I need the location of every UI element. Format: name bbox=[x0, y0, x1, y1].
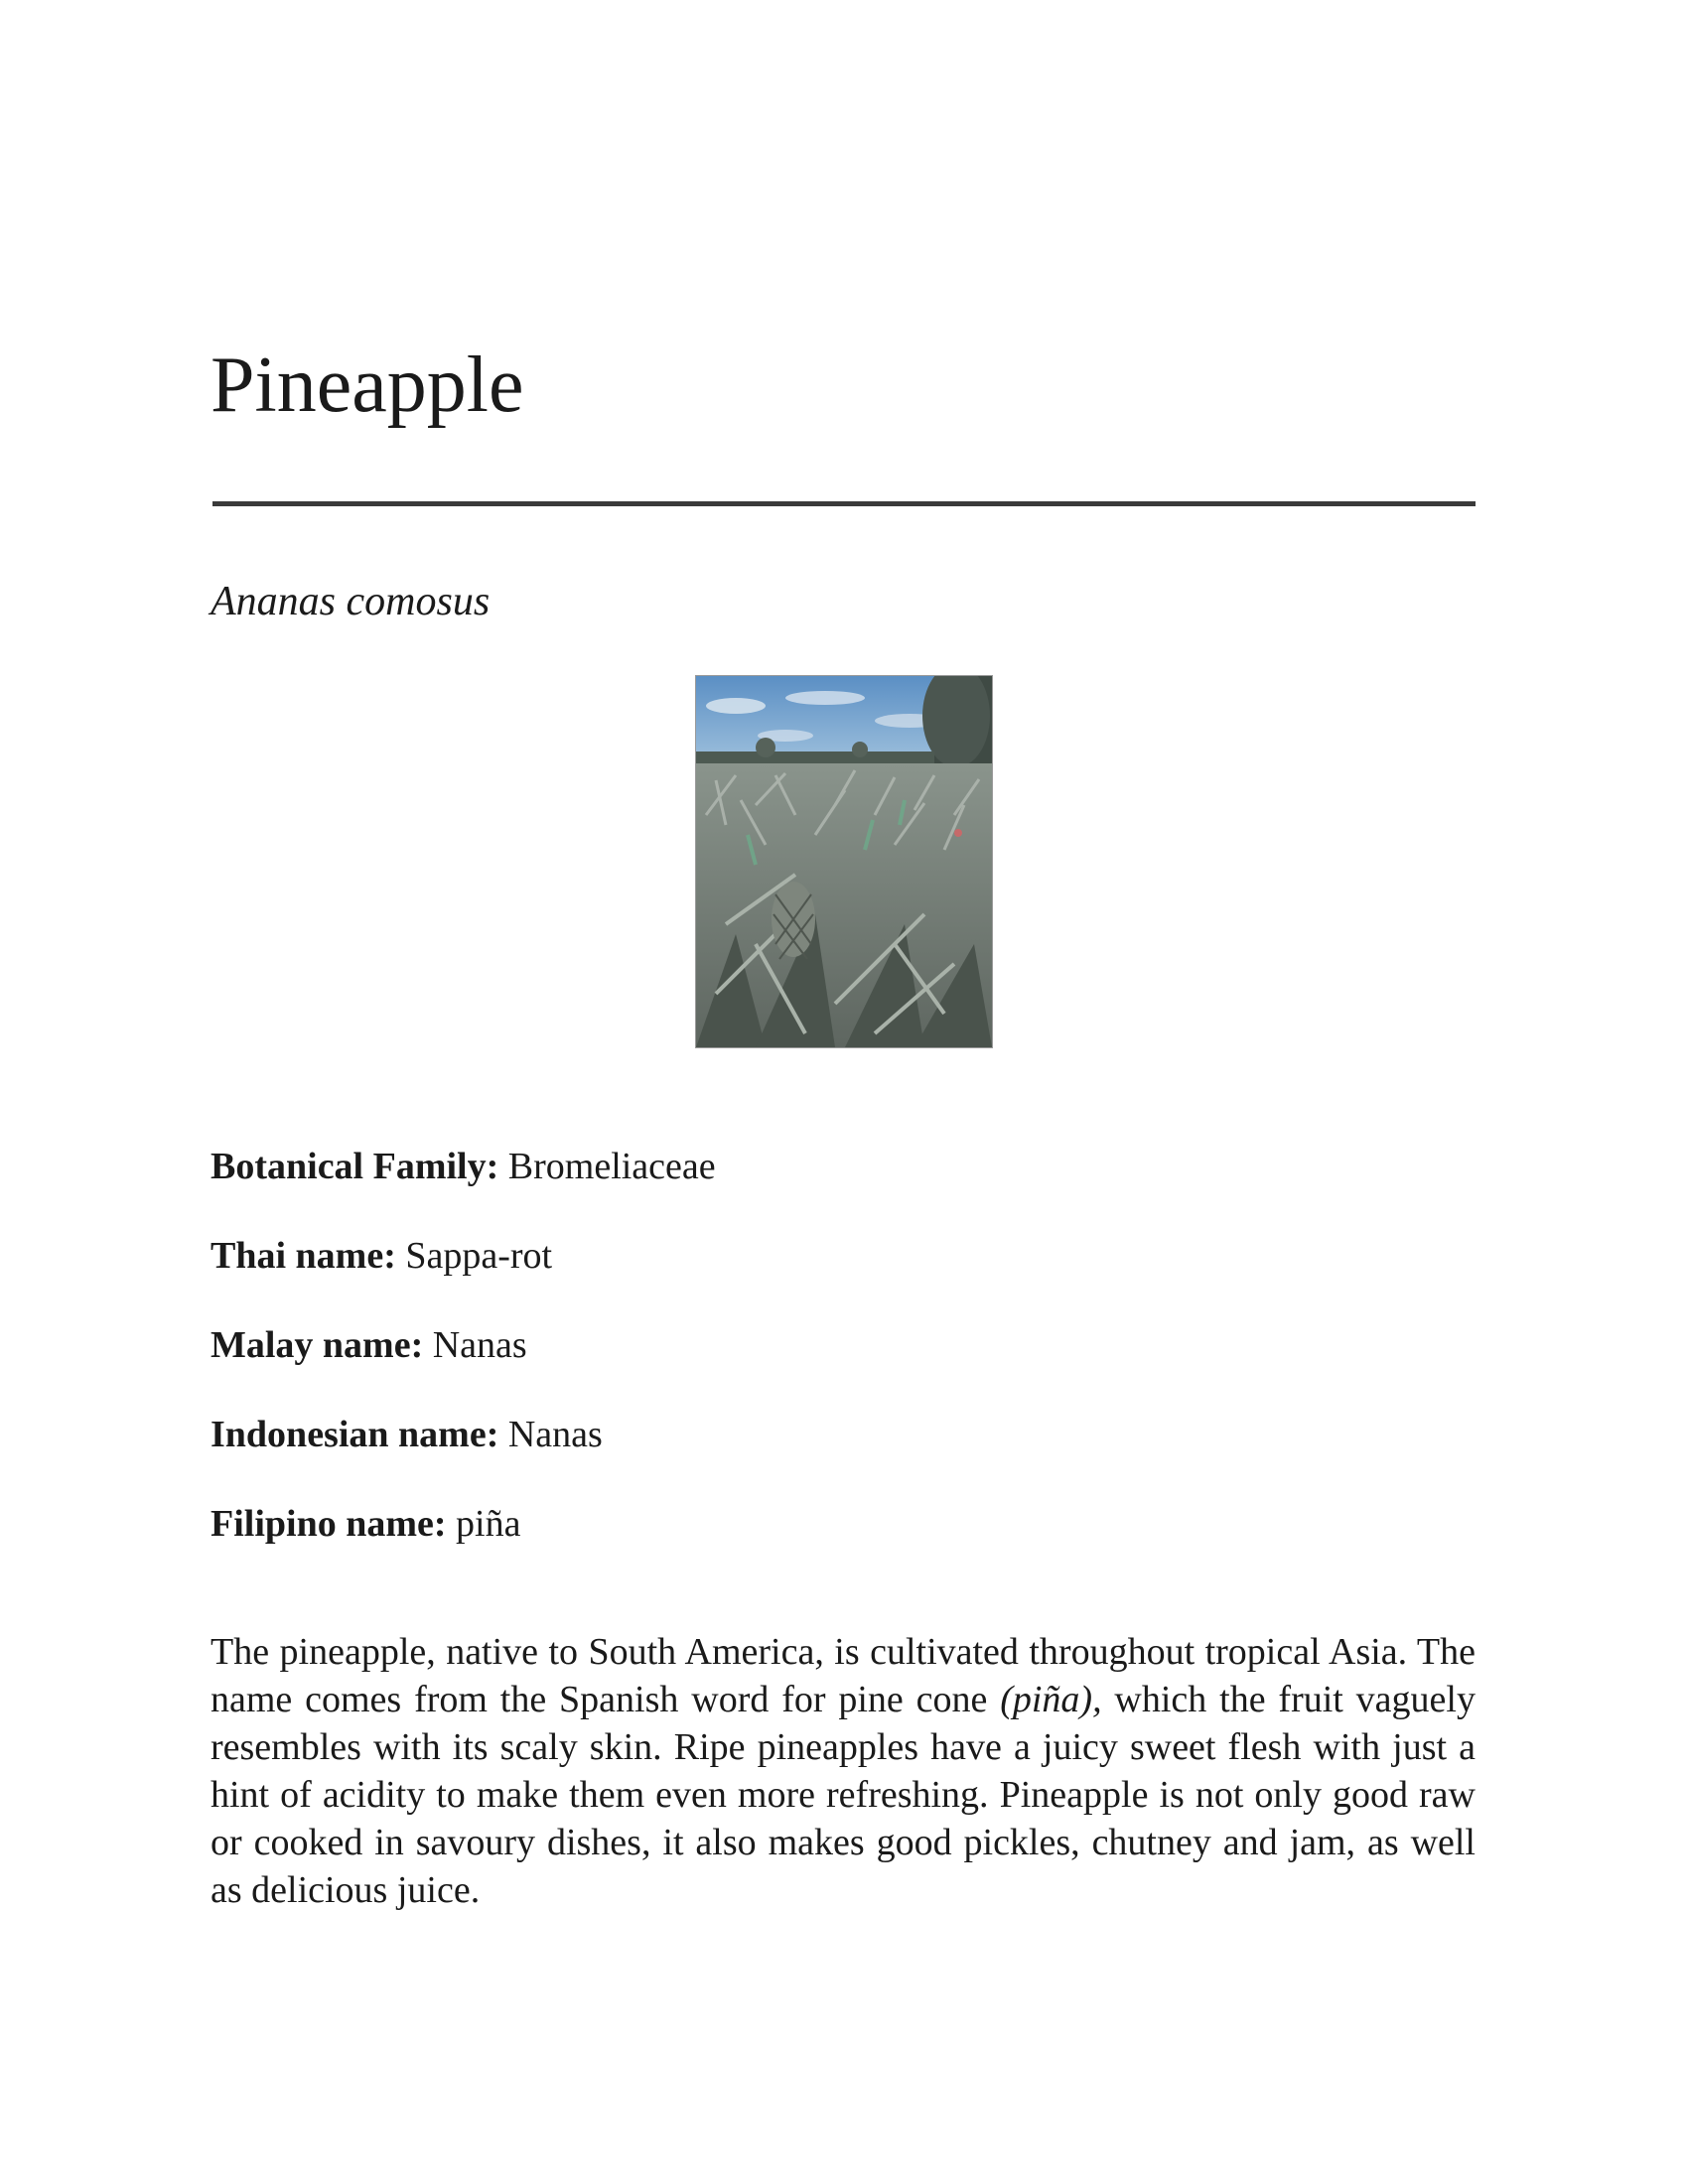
filipino-name-value: piña bbox=[456, 1503, 521, 1545]
pineapple-field-illustration bbox=[696, 676, 992, 1047]
malay-name-row bbox=[211, 1326, 527, 1364]
description-text-part1: The pineapple, native to South America, is cultivated throughout tropical Asia. The name comes from the Spanish word for pine cone bbox=[211, 1631, 1476, 1720]
thai-name-row bbox=[211, 1237, 552, 1275]
description-text-part2: which the fruit vaguely resembles with its scaly skin. Ripe pineapples have a juicy sweet flesh with just a hint of acidity to make them even more refreshing. Pineapple is not only good raw or cooked in savoury dishes, it also makes good pickles, chutney and jam, as well as delicious juice. bbox=[211, 1679, 1476, 1911]
thai-name-value: Sappa-rot bbox=[405, 1235, 553, 1277]
title-divider bbox=[212, 501, 1476, 506]
botanical-family-row bbox=[211, 1148, 716, 1185]
filipino-name-row bbox=[211, 1505, 520, 1543]
thai-name-label: Thai name: bbox=[211, 1235, 396, 1277]
scientific-name: Ananas comosus bbox=[211, 579, 491, 624]
malay-name-label: Malay name: bbox=[211, 1324, 424, 1366]
pineapple-field-photo bbox=[695, 675, 993, 1048]
description-italic-pina: (piña), bbox=[1000, 1679, 1102, 1720]
filipino-name-label: Filipino name: bbox=[211, 1503, 447, 1545]
indonesian-name-value: Nanas bbox=[507, 1414, 603, 1455]
indonesian-name-label: Indonesian name: bbox=[211, 1414, 499, 1455]
page-title: Pineapple bbox=[211, 341, 524, 429]
botanical-family-label: Botanical Family: bbox=[211, 1146, 499, 1187]
botanical-family-value: Bromeliaceae bbox=[507, 1146, 716, 1187]
malay-name-value: Nanas bbox=[432, 1324, 527, 1366]
indonesian-name-row bbox=[211, 1416, 603, 1453]
description-paragraph bbox=[211, 1628, 1476, 1914]
